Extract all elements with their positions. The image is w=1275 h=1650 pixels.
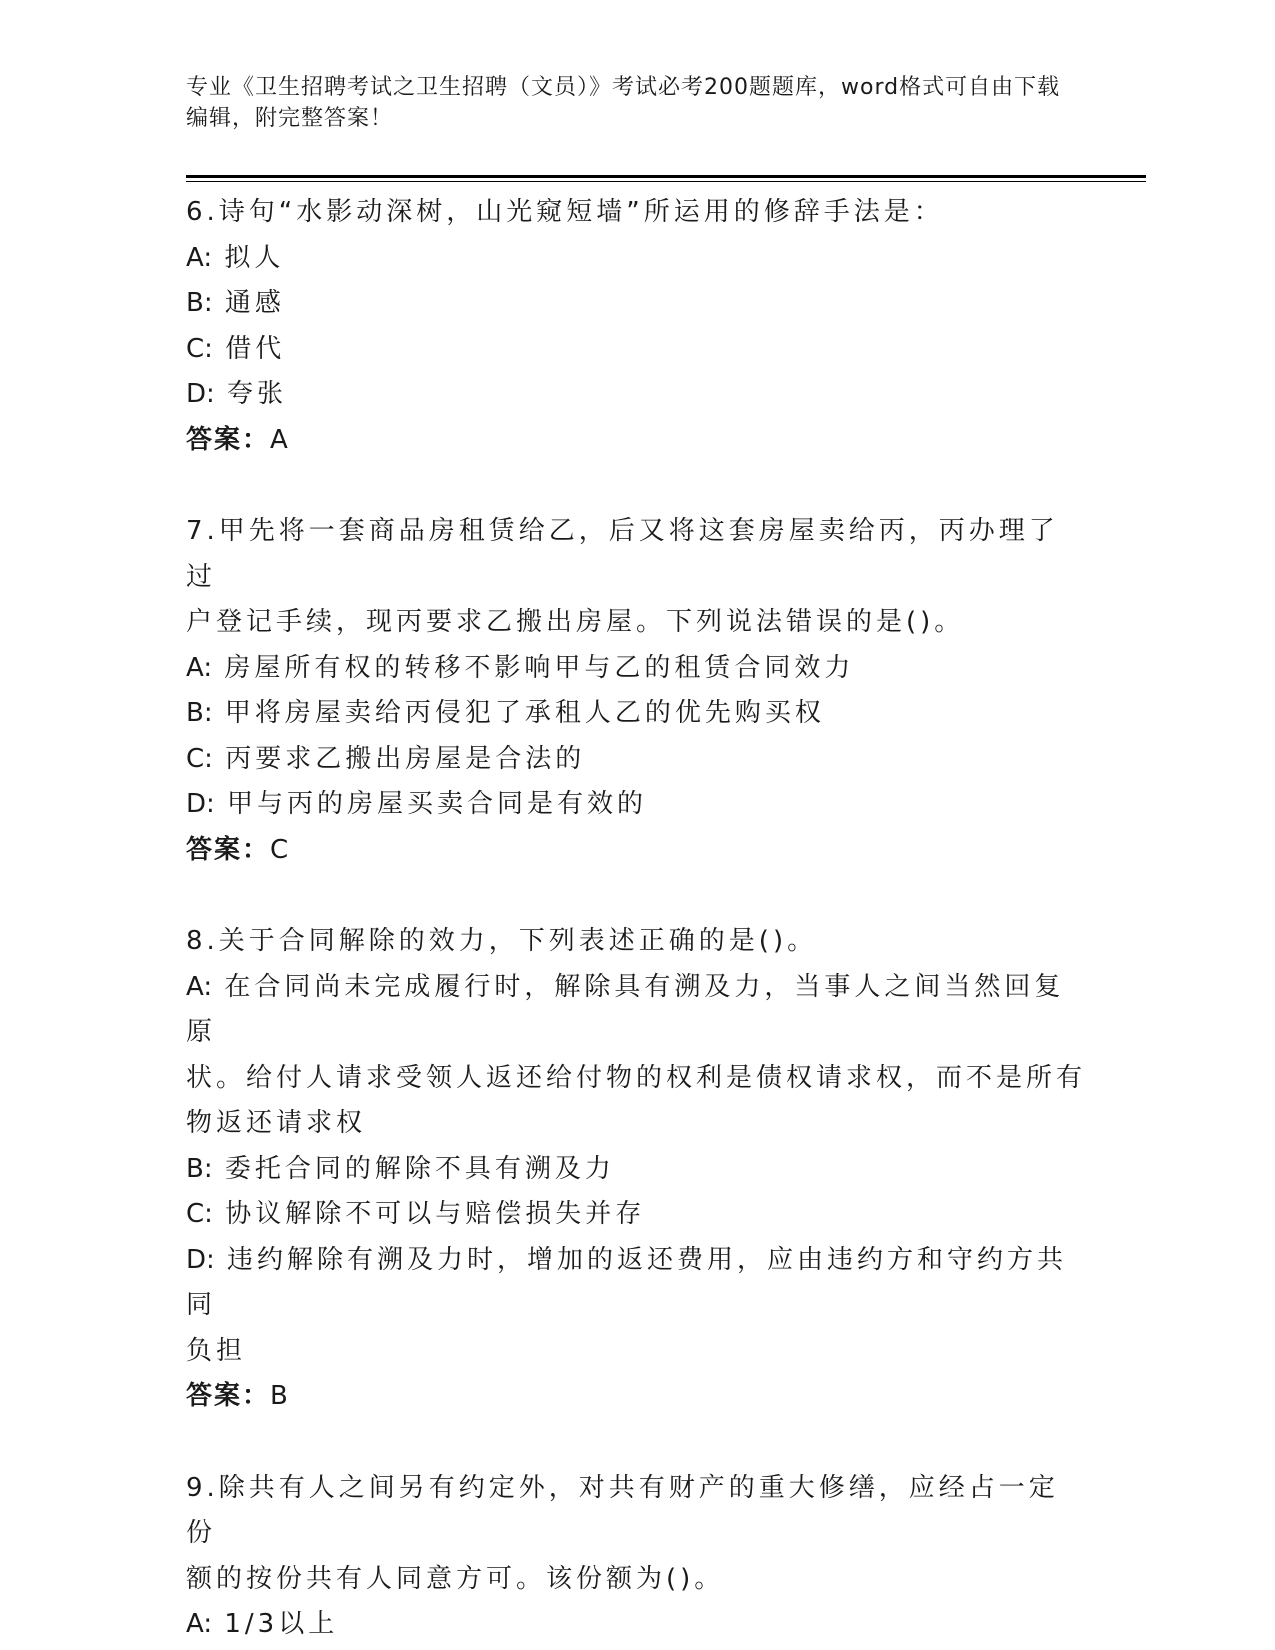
option-key: B: [186, 1153, 213, 1184]
option-key: A: [186, 1609, 213, 1639]
option-text: 丙要求乙搬出房屋是合法的 [225, 743, 586, 774]
question-stem: 7.甲先将一套商品房租赁给乙，后又将这套房屋卖给丙，丙办理了过 [186, 516, 1059, 592]
option-text: 借代 [225, 333, 286, 364]
question-block [186, 509, 1086, 873]
option-text: 夸张 [227, 379, 288, 409]
option-line [186, 691, 1086, 737]
question-stem: 户登记手续，现丙要求乙搬出房屋。下列说法错误的是()。 [186, 607, 965, 637]
option-key: D: [186, 379, 215, 409]
option-line [186, 1192, 1086, 1238]
option-line [186, 1238, 1086, 1329]
answer-value: A [270, 424, 290, 455]
option-line [186, 646, 1086, 692]
option-key: C: [186, 333, 213, 364]
option-text: 协议解除不可以与赔偿损失并存 [225, 1199, 646, 1229]
option-text: 拟人 [224, 242, 285, 273]
option-text: 1/3以上 [224, 1609, 339, 1639]
question-block [186, 1466, 1086, 1648]
option-line [186, 1147, 1086, 1193]
option-text: 甲将房屋卖给丙侵犯了承租人乙的优先购买权 [224, 698, 825, 728]
option-key: A: [186, 242, 213, 273]
document-header: 专业《卫生招聘考试之卫生招聘（文员）》考试必考200题题库，word格式可自由下载编辑，附完整答案！ [186, 75, 1061, 131]
option-line [186, 1056, 1086, 1102]
option-text: 甲与丙的房屋买卖合同是有效的 [227, 789, 648, 819]
option-key: B: [186, 288, 213, 318]
option-line [186, 236, 1086, 282]
question-stem: 额的按份共有人同意方可。该份额为()。 [186, 1563, 725, 1594]
option-line [186, 281, 1086, 327]
header-rule-thick [186, 175, 1146, 178]
question-stem: 8.关于合同解除的效力，下列表述正确的是()。 [186, 926, 818, 956]
option-key: A: [186, 652, 213, 683]
option-key: D: [186, 1244, 215, 1275]
option-text: 违约解除有溯及力时，增加的返还费用，应由违约方和守约方共同 [186, 1244, 1068, 1320]
option-line [186, 1329, 1086, 1375]
header-rule-thin [186, 181, 1146, 182]
option-text: 房屋所有权的转移不影响甲与乙的租赁合同效力 [224, 652, 855, 683]
option-text: 物返还请求权 [186, 1108, 367, 1138]
answer-label: 答案： [186, 1381, 271, 1411]
option-line [186, 965, 1086, 1056]
answer-value: C [270, 834, 291, 865]
option-key: C: [186, 1199, 213, 1229]
question-block [186, 190, 1086, 463]
option-key: A: [186, 971, 213, 1002]
option-line [186, 372, 1086, 418]
question-stem: 9.除共有人之间另有约定外，对共有财产的重大修缮，应经占一定份 [186, 1472, 1059, 1548]
question-block [186, 919, 1086, 1420]
option-line [186, 782, 1086, 828]
option-key: B: [186, 698, 213, 728]
question-stem: 6.诗句“水影动深树，山光窥短墙”所运用的修辞手法是： [186, 197, 944, 227]
answer-value: B [270, 1381, 290, 1411]
answer-line [186, 1374, 1086, 1420]
answer-label: 答案： [186, 834, 271, 865]
option-key: D: [186, 789, 215, 819]
option-text: 状。给付人请求受领人返还给付物的权利是债权请求权，而不是所有 [186, 1062, 1087, 1093]
option-text: 负担 [186, 1335, 247, 1366]
question-list [186, 190, 1086, 1648]
option-text: 通感 [224, 288, 285, 318]
option-line [186, 327, 1086, 373]
option-line [186, 1602, 1086, 1648]
option-text: 委托合同的解除不具有溯及力 [224, 1153, 615, 1184]
option-key: C: [186, 743, 213, 774]
answer-line [186, 418, 1086, 464]
answer-line [186, 828, 1086, 874]
option-text: 在合同尚未完成履行时，解除具有溯及力，当事人之间当然回复原 [186, 971, 1065, 1047]
option-line [186, 737, 1086, 783]
option-line [186, 1101, 1086, 1147]
answer-label: 答案： [186, 424, 271, 455]
